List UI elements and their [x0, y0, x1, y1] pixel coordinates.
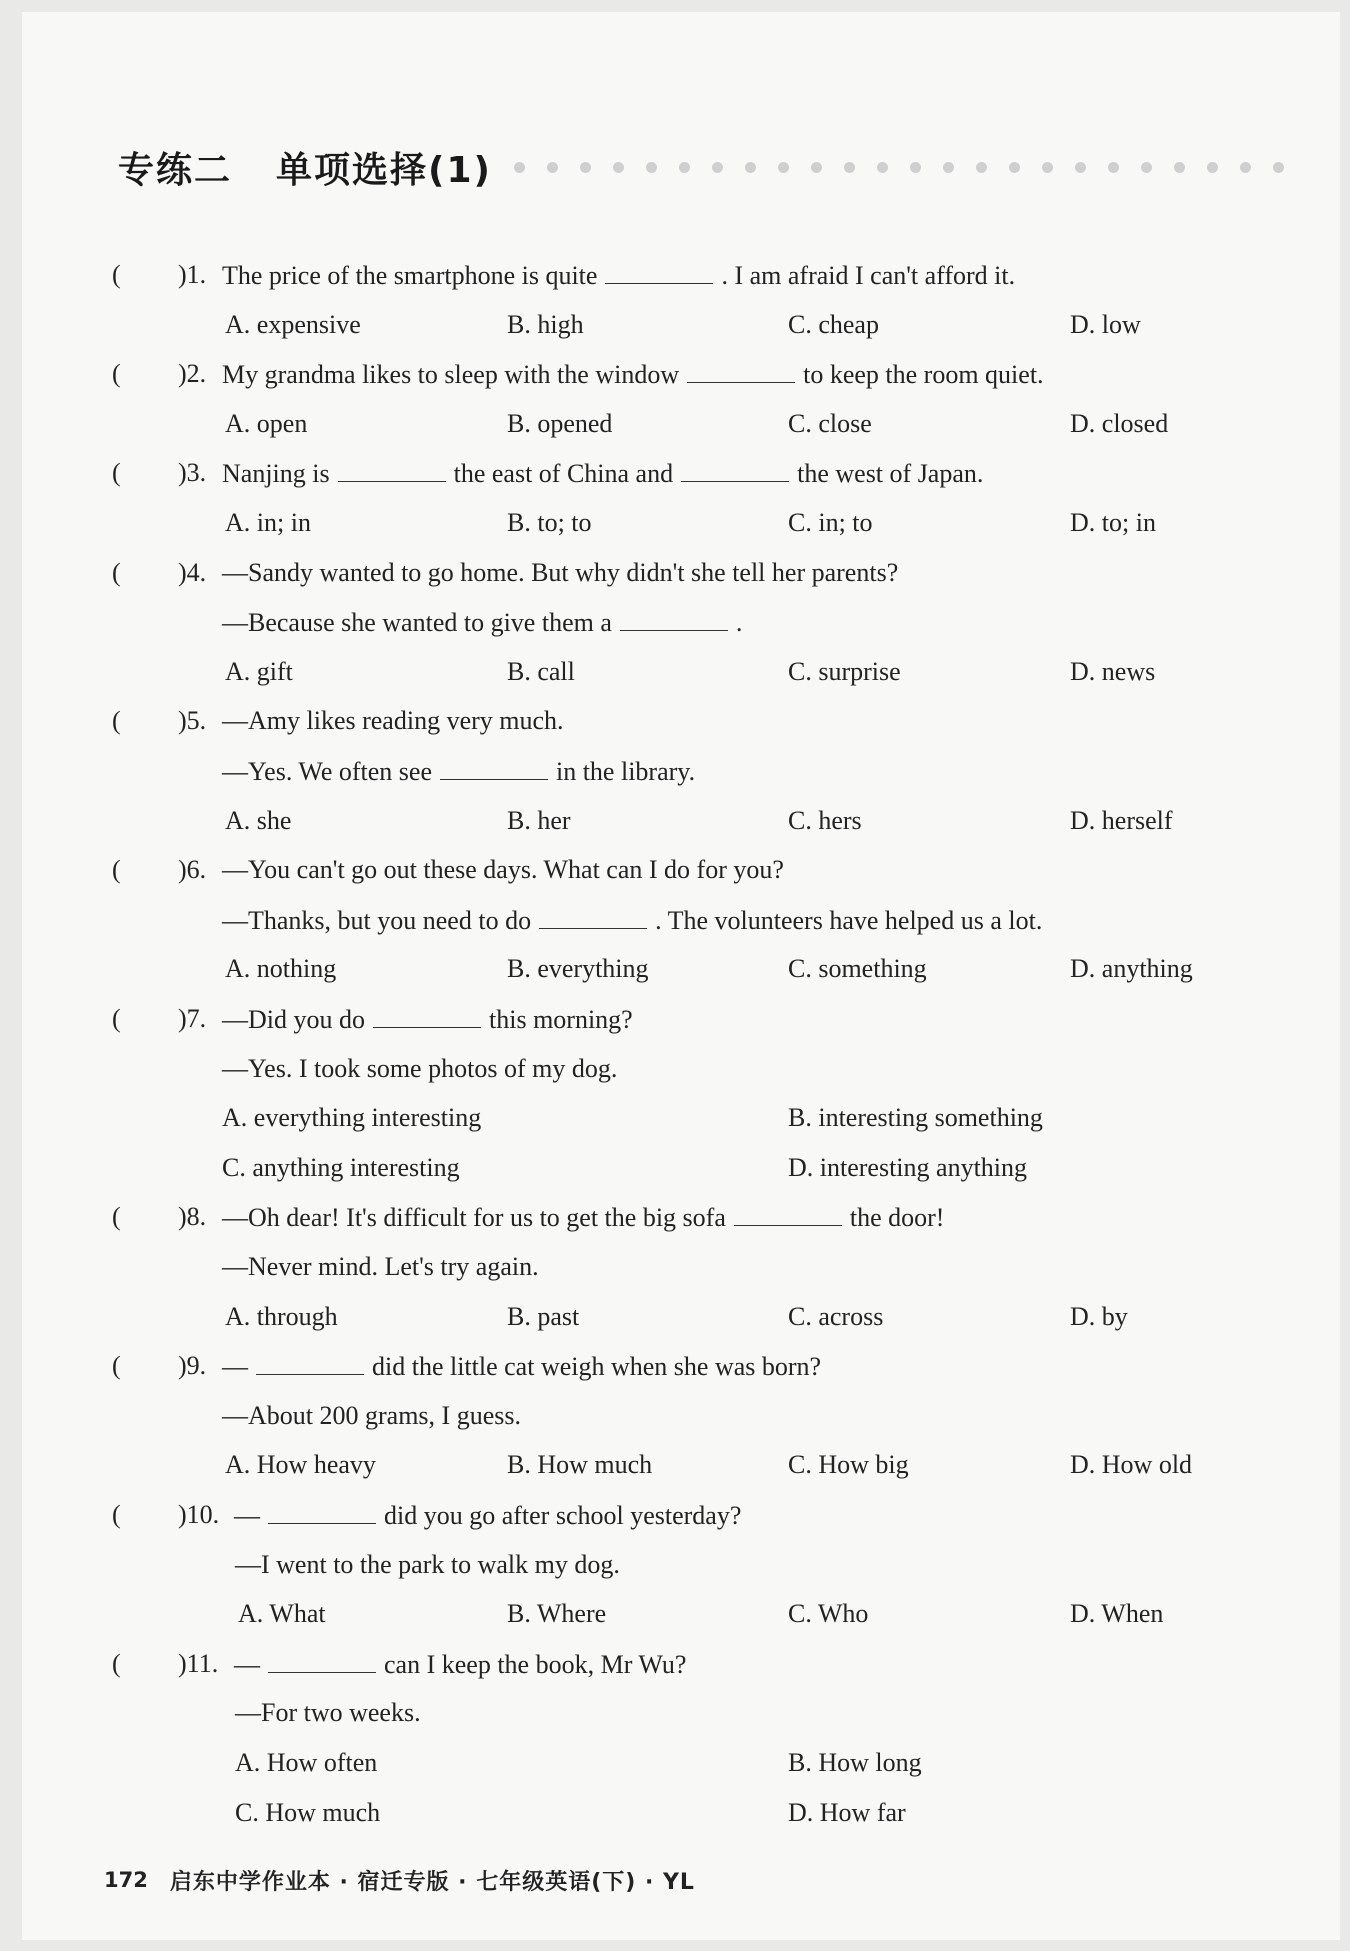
answer-paren[interactable]: ( [112, 557, 121, 587]
question-text: Nanjing is [222, 459, 330, 489]
question-text: the east of China and [453, 459, 674, 489]
answer-blank[interactable] [338, 453, 446, 482]
question-text: in the library. [555, 757, 696, 786]
option-c: C. in; to [788, 508, 873, 537]
option-d: D. How far [788, 1797, 906, 1827]
answer-paren[interactable]: ( [112, 1004, 121, 1033]
dot-decoration [910, 162, 921, 173]
question-response [235, 1545, 620, 1585]
option-b: B. call [507, 656, 575, 686]
question-text: —Thanks, but you need to do [222, 905, 532, 935]
answer-blank[interactable] [620, 602, 728, 631]
question-text: can I keep the book, Mr Wu? [384, 1649, 687, 1679]
question-number: )6. [178, 855, 207, 885]
question-text: . The volunteers have helped us a lot. [655, 905, 1043, 935]
option-a: A. expensive [225, 309, 361, 339]
option-b: B. to; to [507, 508, 592, 537]
question-number: )5. [178, 706, 207, 736]
option-d: D. closed [1070, 408, 1169, 438]
option-b: B. high [507, 309, 584, 339]
option-a: A. How heavy [225, 1450, 376, 1480]
answer-blank[interactable] [256, 1346, 364, 1375]
dot-decoration [580, 162, 591, 173]
question-response [235, 1693, 421, 1733]
question-stem [234, 1495, 741, 1535]
dot-decoration [1075, 162, 1086, 173]
option-a: A. open [225, 408, 308, 438]
question-text: — [234, 1501, 260, 1530]
question-text: —Yes. We often see [222, 757, 432, 786]
question-stem [222, 453, 983, 493]
question-text: to keep the room quiet. [803, 360, 1044, 390]
option-d: D. How old [1070, 1450, 1193, 1480]
question-text: —I went to the park to walk my dog. [235, 1549, 620, 1579]
dot-decoration [1042, 162, 1053, 173]
book-title: 启东中学作业本 · 宿迁专版 · 七年级英语(下) · YL [169, 1869, 695, 1895]
question-text: — [222, 1352, 248, 1382]
option-a: A. in; in [225, 508, 311, 537]
option-d: D. herself [1070, 805, 1173, 835]
answer-paren[interactable]: ( [112, 1648, 121, 1678]
section-title: 单项选择(1) [276, 149, 492, 191]
answer-paren[interactable]: ( [112, 1500, 121, 1529]
dot-decoration [1207, 162, 1218, 173]
dot-decoration [844, 162, 855, 173]
option-b: B. interesting something [788, 1103, 1043, 1133]
question-stem [234, 1644, 686, 1684]
dot-decoration [976, 162, 987, 173]
question-text: —Yes. I took some photos of my dog. [222, 1053, 618, 1083]
dot-decoration [712, 162, 723, 173]
option-c: C. anything interesting [222, 1152, 460, 1182]
dot-decoration [613, 162, 624, 173]
option-b: B. opened [507, 408, 613, 438]
option-a: A. everything interesting [222, 1103, 482, 1133]
dot-decoration [1009, 162, 1020, 173]
option-c: C. hers [788, 805, 862, 835]
question-text: —You can't go out these days. What can I do for you? [222, 855, 784, 885]
option-b: B. past [507, 1301, 580, 1331]
dot-decoration [646, 162, 657, 173]
answer-paren[interactable]: ( [112, 1202, 121, 1232]
answer-blank[interactable] [734, 1197, 842, 1226]
answer-paren[interactable]: ( [112, 458, 121, 488]
option-b: B. How long [788, 1748, 922, 1777]
dot-decoration [1141, 162, 1152, 173]
question-text: —For two weeks. [235, 1698, 421, 1728]
question-number: )8. [178, 1202, 207, 1232]
option-b: B. How much [507, 1450, 653, 1480]
dot-decoration [547, 162, 558, 173]
answer-blank[interactable] [687, 354, 795, 383]
question-stem [222, 999, 633, 1039]
question-text: this morning? [489, 1005, 633, 1034]
option-b: B. her [507, 805, 571, 835]
option-a: A. gift [225, 656, 293, 686]
page-number: 172 [104, 1868, 148, 1892]
answer-paren[interactable]: ( [112, 359, 121, 389]
question-response [222, 900, 1042, 940]
answer-paren[interactable]: ( [112, 260, 121, 289]
question-number: )3. [178, 458, 207, 488]
question-text: My grandma likes to sleep with the window [222, 360, 680, 390]
question-stem [222, 850, 784, 890]
answer-paren[interactable]: ( [112, 1351, 121, 1381]
answer-paren[interactable]: ( [112, 706, 121, 736]
question-stem [222, 255, 1015, 295]
option-c: C. something [788, 954, 927, 984]
question-response [222, 1049, 617, 1089]
question-text: the west of Japan. [797, 459, 984, 489]
answer-blank[interactable] [373, 999, 481, 1028]
question-text: —About 200 grams, I guess. [222, 1400, 521, 1430]
question-text: —Amy likes reading very much. [222, 706, 564, 736]
option-d: D. to; in [1070, 508, 1156, 537]
answer-paren[interactable]: ( [112, 855, 121, 885]
question-text: did you go after school yesterday? [384, 1501, 742, 1530]
question-text: . I am afraid I can't afford it. [721, 261, 1016, 290]
section-header [118, 142, 1284, 192]
question-number: )10. [178, 1500, 220, 1529]
option-c: C. How big [788, 1450, 909, 1480]
question-response [222, 751, 695, 791]
question-text: —Sandy wanted to go home. But why didn't she tell her parents? [222, 557, 899, 587]
question-number: )2. [178, 359, 207, 389]
question-text: —Because she wanted to give them a [222, 608, 612, 638]
question-number: )1. [178, 260, 207, 289]
option-a: A. she [225, 805, 292, 835]
option-d: D. interesting anything [788, 1152, 1028, 1182]
answer-blank[interactable] [681, 453, 789, 482]
page-footer [104, 1862, 695, 1898]
option-b: B. Where [507, 1599, 607, 1629]
question-text: —Never mind. Let's try again. [222, 1252, 539, 1281]
question-text: . [735, 608, 743, 638]
question-stem [222, 553, 898, 593]
section-label: 专练二 [118, 149, 233, 191]
option-b: B. everything [507, 954, 649, 984]
question-text: —Did you do [222, 1005, 365, 1034]
option-c: C. cheap [788, 309, 879, 339]
decorative-dots [514, 162, 1284, 173]
option-c: C. across [788, 1301, 884, 1331]
dot-decoration [679, 162, 690, 173]
dot-decoration [877, 162, 888, 173]
option-c: C. Who [788, 1599, 869, 1629]
question-response [222, 602, 742, 642]
option-d: D. anything [1070, 954, 1193, 984]
dot-decoration [943, 162, 954, 173]
dot-decoration [1174, 162, 1185, 173]
question-response [222, 1396, 521, 1436]
question-number: )9. [178, 1351, 207, 1381]
question-text: The price of the smartphone is quite [222, 261, 598, 290]
question-stem [222, 1346, 821, 1386]
question-response [222, 1247, 539, 1287]
option-d: D. When [1070, 1599, 1164, 1629]
question-stem [222, 701, 564, 741]
question-text: —Oh dear! It's difficult for us to get the big sofa [222, 1203, 726, 1233]
option-a: A. How often [235, 1748, 378, 1777]
dot-decoration [1240, 162, 1251, 173]
dot-decoration [1108, 162, 1119, 173]
answer-blank[interactable] [268, 1495, 376, 1524]
option-c: C. How much [235, 1797, 381, 1827]
option-d: D. news [1070, 656, 1156, 686]
option-d: D. low [1070, 309, 1141, 339]
dot-decoration [745, 162, 756, 173]
option-c: C. surprise [788, 656, 901, 686]
question-number: )7. [178, 1004, 207, 1033]
question-stem [222, 1197, 944, 1237]
option-c: C. close [788, 408, 872, 438]
dot-decoration [811, 162, 822, 173]
question-text: did the little cat weigh when she was born? [372, 1352, 822, 1382]
question-text: — [234, 1649, 260, 1679]
option-a: A. What [238, 1599, 326, 1629]
question-number: )4. [178, 557, 207, 587]
question-number: )11. [178, 1648, 219, 1678]
answer-blank[interactable] [539, 900, 647, 929]
answer-blank[interactable] [268, 1644, 376, 1673]
option-d: D. by [1070, 1301, 1128, 1331]
question-text: the door! [849, 1203, 945, 1233]
option-a: A. nothing [225, 954, 337, 984]
option-a: A. through [225, 1301, 338, 1331]
dot-decoration [1273, 162, 1284, 173]
answer-blank[interactable] [605, 255, 713, 284]
question-stem [222, 354, 1044, 394]
dot-decoration [514, 162, 525, 173]
answer-blank[interactable] [440, 751, 548, 780]
dot-decoration [778, 162, 789, 173]
